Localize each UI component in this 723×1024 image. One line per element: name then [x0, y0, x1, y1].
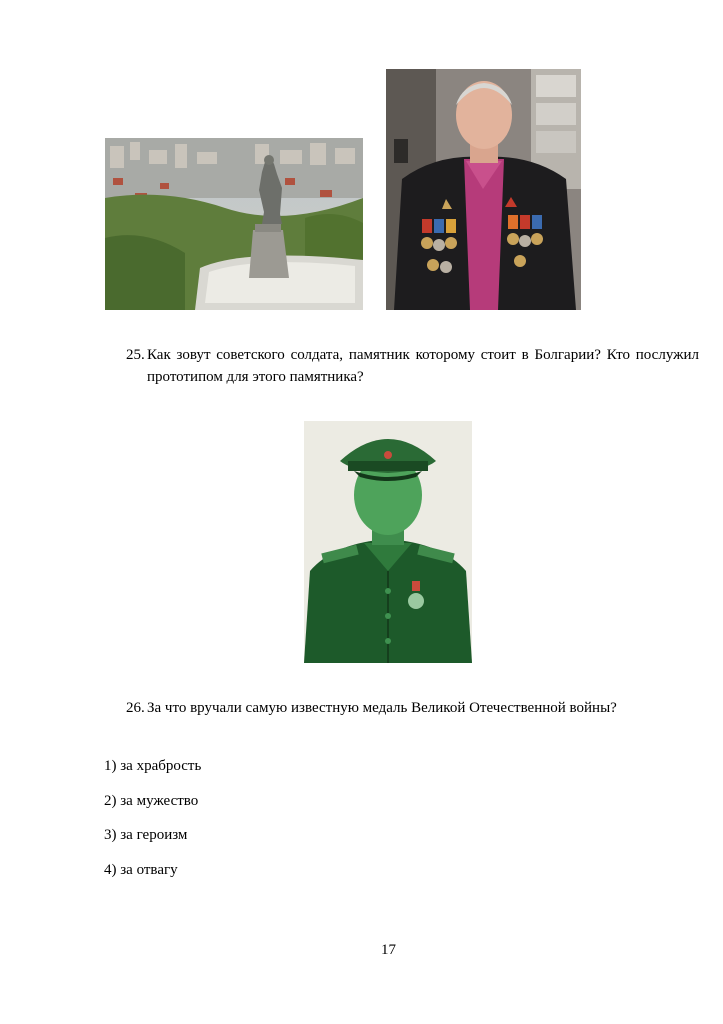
page-number: 17	[381, 942, 396, 958]
answer-option: 1) за храбрость	[104, 758, 202, 774]
veteran-photo	[386, 69, 581, 310]
question-25	[126, 344, 699, 388]
question-number: 25.	[126, 347, 145, 363]
answer-option: 2) за мужество	[104, 793, 199, 809]
answer-option: 4) за отвагу	[104, 862, 178, 878]
answer-option: 3) за героизм	[104, 827, 188, 843]
question-text: Как зовут советского солдата, памятник которому стоит в Болгарии? Кто послужил прототипом для этого памятника?	[147, 347, 699, 385]
question-26	[126, 697, 626, 719]
question-number: 26.	[126, 700, 145, 716]
question-text: За что вручали самую известную медаль Великой Отечественной войны?	[147, 700, 617, 716]
monument-photo	[105, 138, 363, 310]
soldier-portrait-photo	[304, 421, 472, 663]
